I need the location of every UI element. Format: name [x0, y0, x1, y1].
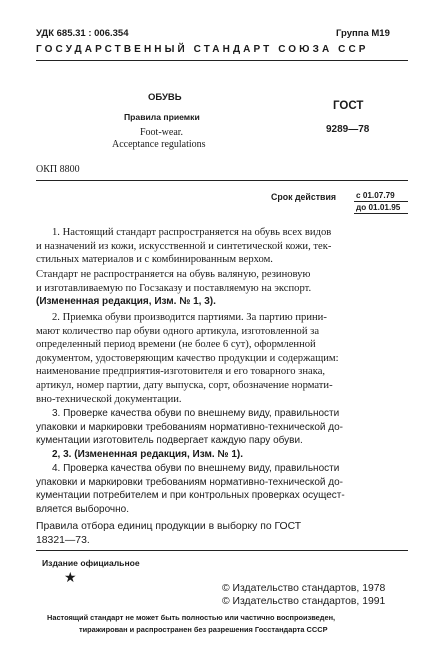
text-line: стильных материалов и с комбинированным верхом. [36, 254, 273, 266]
clause-2 [36, 311, 408, 406]
text-line: 4. Проверка качества обуви по внешнему виду, правильности [52, 463, 340, 474]
text-line: упаковки и маркировки требованиям нормативно-технической до- [36, 421, 343, 433]
clause-1 [36, 226, 408, 267]
text-line: кументации изготовитель подвергает каждую пару обуви. [36, 435, 303, 447]
banner-rule [36, 60, 408, 61]
gost-number: 9289—78 [326, 124, 370, 135]
title-en-subtitle: Acceptance regulations [112, 139, 206, 150]
amendment-note: 2, 3. (Измененная редакция, Изм. № 1). [52, 448, 244, 460]
validity-from: с 01.07.79 [356, 191, 395, 200]
reproduction-notice-line-1: Настоящий стандарт не может быть полностью или частично воспроизведен, [47, 613, 336, 622]
text-line: вляется выборочно. [36, 503, 129, 515]
clause-3 [36, 407, 408, 461]
title-ru-subtitle: Правила приемки [124, 112, 200, 122]
validity-rule-bottom [354, 213, 408, 214]
reproduction-notice-line-2: тиражирован и распространен без разрешения Госстандарта СССР [79, 625, 328, 634]
text-line: 3. Проверке качества обуви по внешнему виду, правильности [52, 408, 340, 419]
okp-rule [36, 180, 408, 181]
title-en: Foot-wear. [140, 127, 184, 138]
text-line: документом, удостоверяющим качество продукции и содержащим: [36, 352, 339, 364]
sampling-rules [36, 520, 408, 547]
text-line: Стандарт не распространяется на обувь валяную, резиновую [36, 269, 311, 280]
text-line: 18321—73. [36, 534, 90, 546]
text-line: мают количество пар обуви одного артикула, изготовленной за [36, 325, 320, 337]
clause-4 [36, 462, 408, 516]
gost-label: ГОСТ [333, 100, 364, 112]
text-line: артикул, номер партии, дату выпуска, сорт, обозначение нормати- [36, 379, 333, 391]
udk-code: УДК 685.31 : 006.354 [36, 28, 129, 39]
validity-to: до 01.01.95 [356, 203, 401, 212]
text-line: 2. Приемка обуви производится партиями. За партию прини- [52, 312, 327, 323]
text-line: вно-технической документации. [36, 393, 182, 405]
text-line: Правила отбора единиц продукции в выборку по ГОСТ [36, 521, 302, 532]
text-line: наименование предприятия-изготовителя и его товарного знака, [36, 366, 326, 378]
text-line: упаковки и маркировки требованиям нормативно-технической до- [36, 476, 343, 488]
standard-banner: ГОСУДАРСТВЕННЫЙ СТАНДАРТ СОЮЗА ССР [36, 44, 369, 55]
validity-rule [354, 201, 408, 202]
footer-rule [36, 550, 408, 551]
text-line: и назначений из кожи, искусственной и синтетической кожи, тек- [36, 240, 332, 252]
clause-1-exclusion [36, 268, 408, 309]
official-edition: Издание официальное [42, 558, 140, 568]
amendment-note: (Измененная редакция, Изм. № 1, 3). [36, 296, 216, 308]
text-line: определенный период времени (не более 6 сут), оформленной [36, 339, 316, 351]
copyright-1991: © Издательство стандартов, 1991 [222, 596, 386, 607]
copyright-1978: © Издательство стандартов, 1978 [222, 583, 386, 594]
text-line: кументации потребителем и при контрольных проверках осущест- [36, 490, 345, 502]
okp-code: ОКП 8800 [36, 164, 80, 175]
group-code: Группа М19 [336, 28, 390, 39]
text-line: и изготавливаемую по Госзаказу и поставляемую на экспорт. [36, 282, 312, 294]
star-icon: ★ [64, 571, 77, 586]
validity-label: Срок действия [271, 192, 336, 202]
title-ru: ОБУВЬ [148, 92, 182, 103]
text-line: 1. Настоящий стандарт распространяется на обувь всех видов [52, 227, 332, 238]
